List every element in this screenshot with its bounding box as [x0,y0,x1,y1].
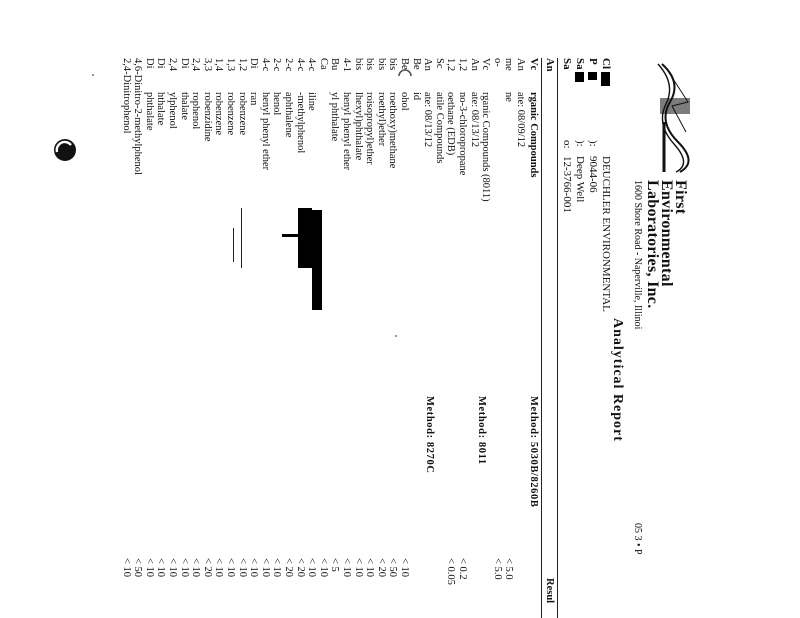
row-result-value: < 10 [178,558,190,578]
row-analyte-prefix: 1,2 [457,58,468,72]
row-result-value: < 10 [341,558,352,578]
row-result-value: < 50 [387,558,399,578]
row-analyte-name: robenzidine [201,92,213,142]
row-analyte-prefix: 2,4 [167,58,178,72]
row-analyte-prefix: 4-c [294,58,306,72]
firm-address: 1600 Shore Road - Naperville, Illinoi [632,180,643,330]
row-analyte-prefix: 2-c [283,58,294,72]
row-result-value: < 10 [120,558,132,578]
row-result-value: < 0.05 [445,558,457,585]
row-analyte-name: ate: 08/13/12 [422,92,434,148]
row-analyte-name: yl phthalate [329,92,341,142]
row-analyte-prefix: bis [364,58,376,71]
row-analyte-name: henol [271,92,283,116]
row-analyte-name: hthalate [155,92,167,126]
row-result-value: < 50 [132,558,144,578]
firm-name-line-3: Laboratories, Inc. [644,180,661,309]
row-analyte-name: id [410,92,422,101]
row-analyte-name: thalate [178,92,190,120]
row-analyte-name: henyl phenyl ether [259,92,271,171]
redaction-mark [601,72,610,86]
row-analyte-name: robenzene [213,92,225,136]
row-analyte-name: ohol [399,92,410,111]
firm-name-line-2: Environmental [658,180,675,287]
row-analyte-prefix: Vc [480,58,492,71]
row-result-value: < 10 [143,558,155,578]
row-analyte-prefix: An [515,58,526,71]
row-analyte-name: lhexyl)phthalate [352,92,364,161]
row-result-value: < 10 [167,558,178,578]
row-result-value: < 10 [225,558,236,578]
firm-address-tail: 05 3 • P [632,523,643,555]
section-label-voc: Vc [528,58,539,71]
header-value-sample-id: 12-3766-001 [561,156,573,213]
header-value-client: DEUCHLER ENVIRONMENTAL [600,156,612,312]
row-analyte-name: ylphenol [167,92,178,129]
margin-rule [241,208,242,268]
row-analyte-name: -methylphenol [294,92,306,154]
header-label-sample-id: Sa [561,58,573,70]
header-rule [557,58,558,618]
row-analyte-name: robenzene [225,92,236,136]
row-result-value: < 20 [201,558,213,578]
row-analyte-name: rganic Compounds (8011) [480,92,492,202]
row-result-value: < 10 [271,558,283,578]
row-result-value: < 20 [283,558,294,578]
row-analyte-prefix: bis [375,58,387,71]
row-result-value: < 10 [364,558,376,578]
redaction-mark [298,208,312,268]
header-prefix-sample-id: o: [561,140,573,149]
row-result-value: < 20 [375,558,387,578]
row-result-value: < 10 [236,558,248,578]
report-title: Analytical Report [610,318,625,442]
row-analyte-prefix: An [422,58,434,71]
row-result-value: < 10 [213,558,225,578]
row-result-value: < 10 [352,558,364,578]
row-analyte-prefix: 2-c [271,58,283,72]
row-analyte-prefix: 4-c [306,58,318,72]
row-result-value: < 20 [294,558,306,578]
header-value-project: 9044-06 [587,156,599,193]
row-analyte-name: ate: 08/09/12 [515,92,526,148]
row-analyte-name: ne [503,92,515,102]
row-analyte-prefix: Bu [329,58,341,71]
method-label-8011: Method: 8011 [476,396,487,465]
method-label-svoc: Method: 8270C [424,396,435,474]
header-label-project: P [587,58,599,65]
row-result-value: < 10 [317,558,329,578]
row-analyte-prefix: 1,2 [236,58,248,72]
row-analyte-name: aphthalene [283,92,294,138]
row-result-value: < 10 [399,558,410,578]
redaction-mark [282,234,318,237]
row-analyte-prefix: 4,6-Dinitro-2-methylphenol [132,58,144,175]
row-analyte-name: phthalate [143,92,155,131]
company-logo [649,62,692,174]
row-result-value: < 10 [248,558,260,578]
row-analyte-prefix: An [468,58,480,71]
row-analyte-name: oethane (EDB) [445,92,457,156]
row-analyte-prefix: 1,2 [445,58,457,72]
redaction-mark [575,72,584,82]
header-value-sample: Deep Well [574,156,586,203]
row-analyte-prefix: o- [491,58,503,67]
row-analyte-prefix: Ca [317,58,329,70]
row-result-value: < 10 [190,558,202,578]
rotated-report [0,58,692,618]
row-analyte-prefix: 1,4 [213,58,225,72]
row-analyte-prefix: bis [352,58,364,71]
row-analyte-name: atile Compounds [433,92,445,164]
row-analyte-prefix: 4-c [259,58,271,72]
header-prefix-sample: ): [574,140,586,147]
row-analyte-name: ate: 08/13/12 [468,92,480,148]
row-analyte-prefix: 4-1 [341,58,352,72]
column-header-analyte: An [544,58,555,72]
header-label-sample: Sa [574,58,586,70]
row-result-value: < 5.0 [503,558,515,580]
column-header-result: Resul [544,578,555,604]
row-analyte-name: no-3-chloropropane [457,92,468,176]
margin-rule [233,228,234,262]
row-analyte-prefix: Di [178,58,190,69]
row-analyte-prefix: Be [410,58,422,70]
header-prefix-project: ): [587,140,599,147]
row-analyte-prefix: bis [387,58,399,71]
header-label-client: Cl [600,58,612,69]
row-analyte-prefix: Sc [433,58,445,69]
row-result-value: < 10 [155,558,167,578]
row-analyte-prefix: 2,4-Dinitrophenol [120,58,132,134]
row-result-value: < 10 [259,558,271,578]
row-analyte-prefix: Be [399,58,410,70]
row-analyte-name: roisopropyl)ether [364,92,376,165]
row-analyte-prefix: 2,4 [190,58,202,72]
row-analyte-name: rophenol [190,92,202,130]
redaction-mark [588,72,597,80]
row-result-value: < 10 [306,558,318,578]
method-label-voc: Method: 5030B/8260B [528,396,539,508]
redaction-mark [312,210,322,310]
row-analyte-prefix: 1,3 [225,58,236,72]
row-analyte-name: henyl phenyl ether [341,92,352,171]
row-analyte-name: roethyl)ether [375,92,387,147]
row-analyte-prefix: 3,3 [201,58,213,72]
row-analyte-name: roethoxy)methane [387,92,399,169]
row-result-value: < 0.2 [457,558,468,580]
row-analyte-prefix: Di [248,58,260,69]
row-analyte-name: iline [306,92,318,111]
row-analyte-name: robenzene [236,92,248,136]
firm-name-line-1: First [672,180,689,215]
section-title-voc: rganic Compounds [528,92,539,178]
row-analyte-prefix: me [503,58,515,71]
row-analyte-prefix: Di [143,58,155,69]
column-rule [541,58,542,618]
row-analyte-prefix: Di [155,58,167,69]
row-analyte-name: ran [248,92,260,106]
row-result-value: < 5 [329,558,341,572]
row-result-value: < 5.0 [491,558,503,580]
